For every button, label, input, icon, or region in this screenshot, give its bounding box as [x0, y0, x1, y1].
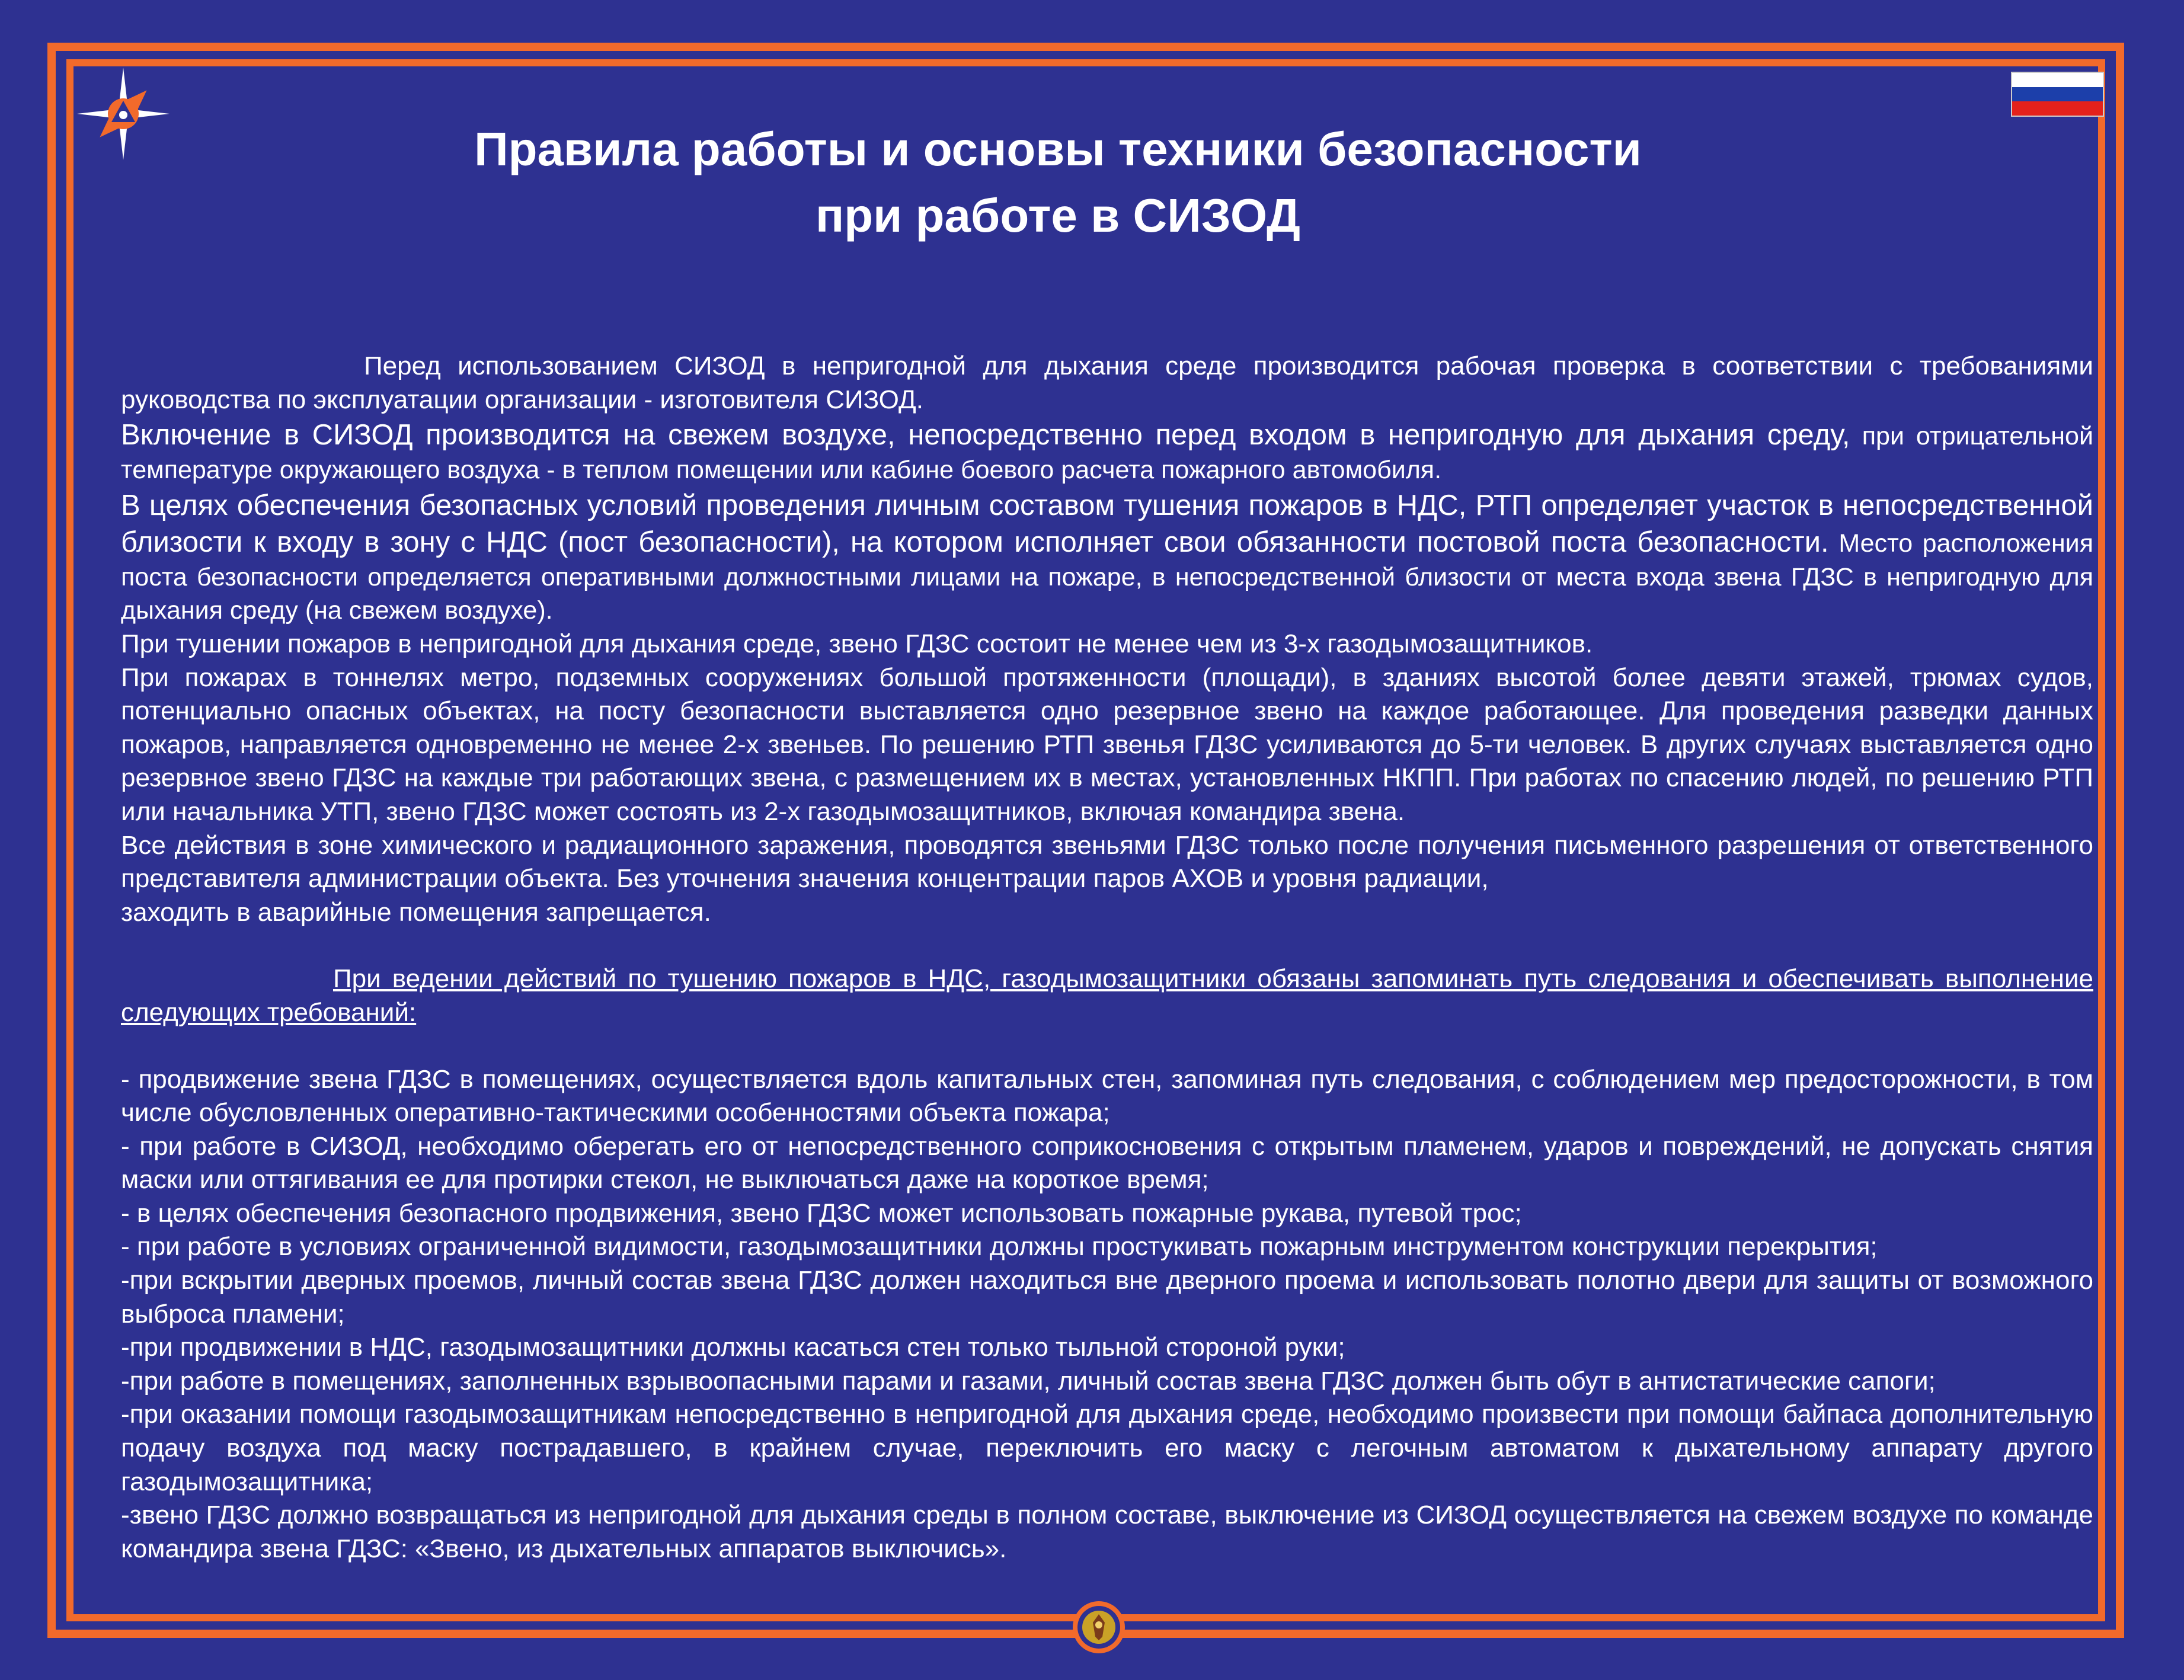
russian-flag-icon [2011, 72, 2104, 117]
requirements-heading: При ведении действий по тушению пожаров в НДС, газодымозащитники обязаны запоминать путь следования и обеспечивать выполнение следующих требований: [121, 964, 2093, 1027]
document-body [121, 350, 2093, 1566]
requirement-item: -звено ГДЗС должно возвращаться из непригодной для дыхания среды в полном составе, выключение из СИЗОД осуществляется на свежем воздухе по команде командира звена ГДЗС: «Звено, из дыхательных аппаратов выключись». [121, 1500, 2093, 1563]
requirement-item: - продвижение звена ГДЗС в помещениях, осуществляется вдоль капитальных стен, запоминая путь следования, с соблюдением мер предосторожности, в том числе обусловленных оперативно-тактическими особенностями объекта пожара; [121, 1064, 2093, 1128]
requirement-item: -при продвижении в НДС, газодымозащитники должны касаться стен только тыльной стороной руки; [121, 1333, 1345, 1362]
paragraph-team-size: При тушении пожаров в непригодной для дыхания среде, звено ГДЗС состоит не менее чем из 3-х газодымозащитников. [121, 629, 1593, 658]
paragraph-prohibition: заходить в аварийные помещения запрещается. [121, 897, 711, 927]
paragraph-activation [121, 417, 2093, 487]
requirement-item: - при работе в СИЗОД, необходимо оберегать его от непосредственного соприкосновения с открытым пламенем, ударов и повреждений, не допускать снятия маски или оттягивания ее для протирки стекол, не выключаться даже на короткое время; [121, 1131, 2093, 1195]
paragraph-chemical-zone: Все действия в зоне химического и радиационного заражения, проводятся звеньями ГДЗС только после получения письменного разрешения от ответственного представителя администрации объекта. Без уточнения значения концентрации паров АХОВ и уровня радиации, [121, 830, 2093, 894]
requirement-item: -при работе в помещениях, заполненных взрывоопасными парами и газами, личный состав звена ГДЗС должен быть обут в антистатические сапоги; [121, 1366, 1936, 1396]
title-line-2: при работе в СИЗОД [815, 189, 1301, 242]
mchs-coat-of-arms-icon [1070, 1599, 1127, 1656]
paragraph-check: Перед использованием СИЗОД в непригодной для дыхания среде производится рабочая проверка в соответствии с требованиями руководства по эксплуатации организации - изготовителя СИЗОД. [121, 351, 2093, 414]
requirement-item: -при вскрытии дверных проемов, личный состав звена ГДЗС должен находиться вне дверного проема и использовать полотно двери для защиты от возможного выброса пламени; [121, 1266, 2093, 1329]
requirement-item: -при оказании помощи газодымозащитникам непосредственно в непригодной для дыхания среде, необходимо произвести при помощи байпаса дополнительную подачу воздуха под маску пострадавшего, в крайнем случае, переключить его маску с легочным автоматом к дыхательному аппарату другого газодымозащитника; [121, 1400, 2093, 1496]
paragraph-activation-main: Включение в СИЗОД производится на свежем воздухе, непосредственно перед входом в непригодную для дыхания среду, [121, 419, 1850, 452]
mchs-star-emblem-icon [76, 66, 171, 161]
requirement-item: - в целях обеспечения безопасного продвижения, звено ГДЗС может использовать пожарные рукава, путевой трос; [121, 1198, 1522, 1228]
paragraph-activation-tail: при отрицательной температуре окружающего воздуха - в теплом помещении или кабине боевого расчета пожарного автомобиля. [121, 422, 2093, 485]
requirement-item: - при работе в условиях ограниченной видимости, газодымозащитники должны простукивать пожарным инструментом конструкции перекрытия; [121, 1232, 1878, 1262]
paragraph-safety-post-main: В целях обеспечения безопасных условий проведения личным составом тушения пожаров в НДС, РТП определяет участок в непосредственной близости к входу в зону с НДС (пост безопасности), на котором исполняет свои обязанности постовой поста безопасности. [121, 489, 2093, 558]
paragraph-safety-post [121, 487, 2093, 628]
spacer [121, 929, 2093, 962]
spacer [121, 1030, 2093, 1063]
paragraph-safety-post-tail: Место расположения поста безопасности определяется оперативными должностными лицами на пожаре, в непосредственной близости от места входа звена ГДЗС в непригодную для дыхания среду (на свежем воздухе). [121, 529, 2093, 625]
title-line-1: Правила работы и основы техники безопасности [474, 123, 1642, 175]
page-title [237, 116, 1879, 249]
paragraph-reserve-teams: При пожарах в тоннелях метро, подземных сооружениях большой протяженности (площади), в зданиях высотой более девяти этажей, трюмах судов, потенциально опасных объектах, на посту безопасности выставляется одно резервное звено на каждое работающее. Для проведения разведки данных пожаров, направляется одновременно не менее 2-х звеньев. По решению РТП звенья ГДЗС усиливаются до 5-ти человек. В других случаях выставляется одно резервное звено ГДЗС на каждые три работающих звена, с размещением их в местах, установленных НКПП. При работах по спасению людей, по решению РТП или начальника УТП, звено ГДЗС может состоять из 2-х газодымозащитников, включая командира звена. [121, 663, 2093, 826]
